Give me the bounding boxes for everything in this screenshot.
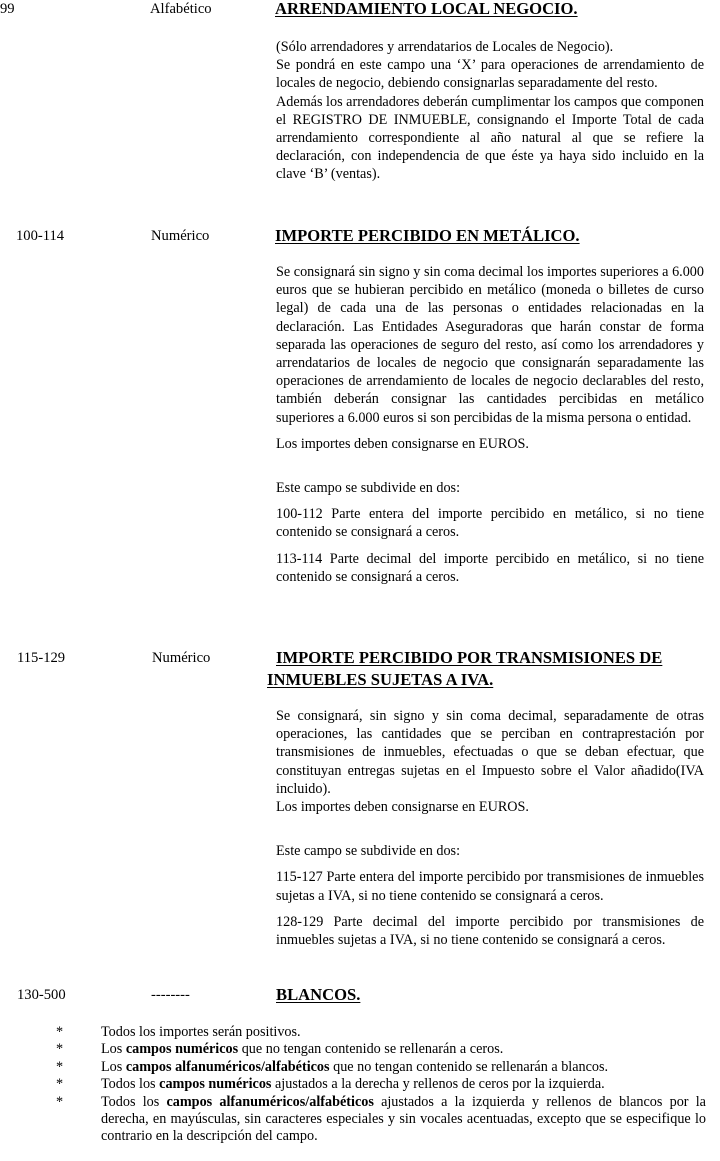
- description-paragraph: Se consignará, sin signo y sin coma decimal, separadamente de otras operaciones, las cantidades que se perciban en contraprestación por transmisiones de inmuebles, efectuadas o que se deban efectuar, que constituyan entregas sujetas en el Impuesto sobre el Valor añadido(IVA incluido).: [276, 708, 704, 797]
- note-text: [101, 1094, 706, 1146]
- note-emphasis: campos numéricos: [125, 1041, 239, 1058]
- description-paragraph: 113-114 Parte decimal del importe percibido en metálico, si no tiene contenido se consignará a ceros.: [276, 550, 704, 585]
- field-position: 99: [0, 1, 15, 17]
- note-emphasis: campos alfanuméricos/alfabéticos: [166, 1093, 374, 1110]
- description-paragraph: Los importes deben consignarse en EUROS.: [276, 799, 529, 816]
- field-title-line1: IMPORTE PERCIBIDO POR TRANSMISIONES DE: [276, 648, 663, 667]
- note-text-part: ajustados a la izquierda y rellenos de blancos por la derecha, en mayúsculas, sin caracteres especiales y sin vocales acentuadas, excepto que se especifique lo contrario en la descripción del campo.: [101, 1093, 706, 1145]
- note-item: [54, 1059, 706, 1076]
- note-text-part: Todos los: [101, 1076, 160, 1093]
- bullet: *: [56, 1058, 64, 1075]
- field-type: Numérico: [152, 650, 211, 666]
- note-text-part: ajustados a la derecha y rellenos de ceros por la izquierda.: [271, 1076, 605, 1093]
- bullet: *: [56, 1041, 64, 1058]
- note-item: [54, 1041, 706, 1058]
- description-paragraph: 100-112 Parte entera del importe percibido en metálico, si no tiene contenido se consignará a ceros.: [276, 506, 704, 541]
- description-paragraph: 115-127 Parte entera del importe percibido por transmisiones de inmuebles sujetas a IVA, si no tiene contenido se consignará a ceros.: [276, 869, 704, 904]
- field-position: 100-114: [16, 228, 65, 244]
- note-text-part: Todos los: [101, 1093, 167, 1110]
- field-title: ARRENDAMIENTO LOCAL NEGOCIO.: [275, 0, 578, 18]
- field-title: BLANCOS.: [276, 985, 361, 1004]
- general-notes: [54, 1024, 706, 1146]
- note-text-part: Los: [101, 1058, 126, 1075]
- note-emphasis: campos numéricos: [159, 1076, 272, 1093]
- bullet: *: [56, 1024, 64, 1040]
- description-paragraph: (Sólo arrendadores y arrendatarios de Locales de Negocio).: [276, 39, 614, 55]
- description-paragraph: Además los arrendadores deberán cumplimentar los campos que componen el REGISTRO DE INMUEBLE, consignando el Importe Total de cada arrendamiento correspondiente al año natural al que se refiere la declaración, con independencia de que éste ya haya sido incluido en la clave ‘B’ (ventas).: [276, 93, 704, 183]
- note-text: [101, 1041, 706, 1058]
- description-paragraph: Este campo se subdivide en dos:: [276, 843, 461, 860]
- bullet: *: [56, 1093, 64, 1110]
- note-item: [54, 1076, 706, 1093]
- description-paragraph: Este campo se subdivide en dos:: [276, 480, 461, 497]
- description-paragraph: 128-129 Parte decimal del importe percibido por transmisiones de inmuebles sujetas a IVA, si no tiene contenido se consignará a ceros.: [276, 913, 704, 949]
- description-paragraph: Los importes deben consignarse en EUROS.: [276, 435, 529, 452]
- field-title: IMPORTE PERCIBIDO EN METÁLICO.: [275, 226, 580, 245]
- description-paragraph: Se pondrá en este campo una ‘X’ para operaciones de arrendamiento de locales de negocio, debiendo consignarlas separadamente del resto.: [276, 57, 704, 92]
- note-text: [101, 1059, 706, 1076]
- note-item: [54, 1024, 706, 1041]
- description-paragraph: Se consignará sin signo y sin coma decimal los importes superiores a 6.000 euros que se hubieran percibido en metálico (moneda o billetes de curso legal) de cada una de las personas o entidades relacionadas en la declaración. Las Entidades Aseguradoras que harán constar de forma separada las operaciones de seguro del resto, así como los arrendadores y arrendatarios de locales de negocio que consignarán separadamente las operaciones de arrendamiento de locales de negocio declarables del resto, también deberán consignar las cantidades percibidas en metálico superiores a 6.000 euros si son percibidas de la misma persona o entidad.: [276, 264, 704, 426]
- note-emphasis: campos alfanuméricos/alfabéticos: [125, 1058, 330, 1075]
- bullet: *: [56, 1076, 64, 1093]
- field-position: 130-500: [17, 987, 66, 1003]
- note-text: Todos los importes serán positivos.: [101, 1024, 301, 1040]
- field-description: [276, 263, 704, 586]
- note-text-part: Los: [101, 1041, 126, 1058]
- field-description: [276, 707, 704, 949]
- field-description: [276, 38, 704, 184]
- field-type: Numérico: [151, 228, 210, 244]
- field-title-line2: INMUEBLES SUJETAS A IVA.: [267, 670, 494, 689]
- note-text-part: que no tengan contenido se rellenarán a blancos.: [329, 1058, 609, 1075]
- note-item: [54, 1094, 706, 1146]
- note-text: [101, 1076, 706, 1093]
- field-type: --------: [151, 987, 190, 1003]
- field-position: 115-129: [17, 650, 66, 666]
- field-type: Alfabético: [150, 1, 212, 17]
- note-text-part: que no tengan contenido se rellenarán a ceros.: [238, 1041, 504, 1058]
